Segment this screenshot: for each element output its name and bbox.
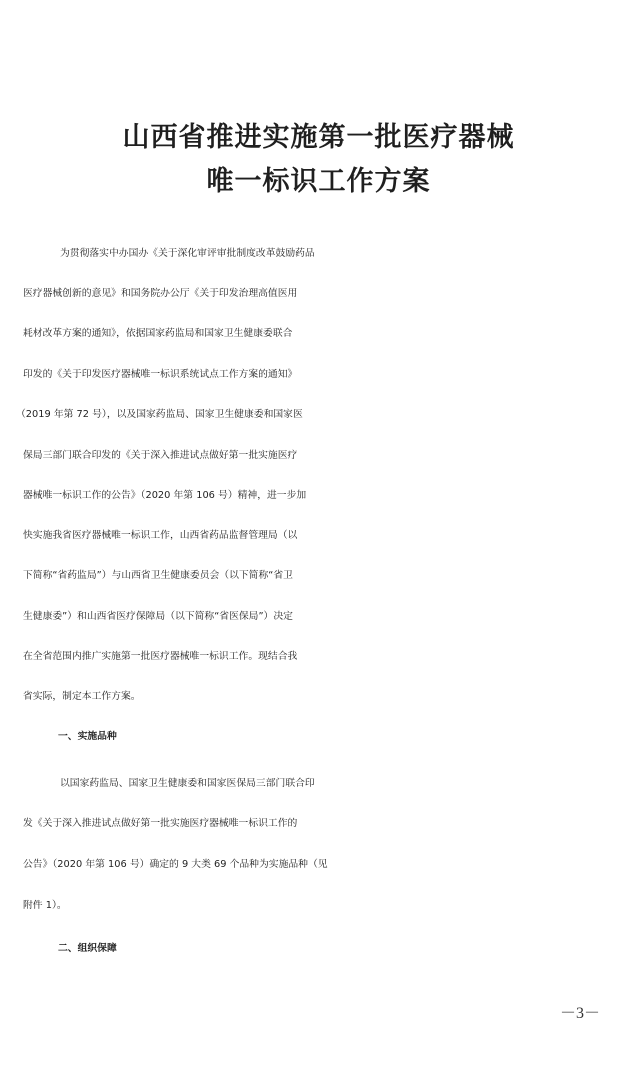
paragraph-line: （2019 年第 72 号），以及国家药监局、国家卫生健康委和国家医 — [16, 409, 303, 420]
paragraph-line: 在全省范围内推广实施第一批医疗器械唯一标识工作。现结合我 — [23, 651, 298, 662]
paragraph-line: 为贯彻落实中办国办《关于深化审评审批制度改革鼓励药品 — [60, 248, 315, 259]
paragraph-line: 附件 1）。 — [23, 900, 67, 911]
paragraph-line: 印发的《关于印发医疗器械唯一标识系统试点工作方案的通知》 — [23, 369, 298, 380]
section-heading-organizational-support: 二、组织保障 — [58, 943, 117, 954]
paragraph-line: 医疗器械创新的意见》和国务院办公厅《关于印发治理高值医用 — [23, 288, 298, 299]
paragraph-line: 快实施我省医疗器械唯一标识工作，山西省药品监督管理局（以 — [23, 530, 298, 541]
paragraph-line: 发《关于深入推进试点做好第一批实施医疗器械唯一标识工作的 — [23, 818, 298, 829]
paragraph-line: 耗材改革方案的通知》，依据国家药监局和国家卫生健康委联合 — [23, 328, 293, 339]
page-number: －3－ — [560, 1005, 601, 1022]
paragraph-line: 省实际，制定本工作方案。 — [23, 691, 141, 702]
paragraph-line: 以国家药监局、国家卫生健康委和国家医保局三部门联合印 — [60, 778, 315, 789]
paragraph-line: 器械唯一标识工作的公告》（2020 年第 106 号）精神，进一步加 — [23, 490, 307, 501]
document-title-line-1: 山西省推进实施第一批医疗器械 — [122, 122, 515, 153]
paragraph-line: 保局三部门联合印发的《关于深入推进试点做好第一批实施医疗 — [23, 450, 298, 461]
paragraph-line: 公告》（2020 年第 106 号）确定的 9 大类 69 个品种为实施品种（见 — [23, 859, 328, 870]
paragraph-line: 生健康委”）和山西省医疗保障局（以下简称“省医保局”）决定 — [23, 611, 293, 622]
section-heading-implementation-varieties: 一、实施品种 — [58, 731, 117, 742]
paragraph-line: 下简称“省药监局”）与山西省卫生健康委员会（以下简称“省卫 — [23, 570, 293, 581]
document-title-line-2: 唯一标识工作方案 — [206, 166, 431, 197]
